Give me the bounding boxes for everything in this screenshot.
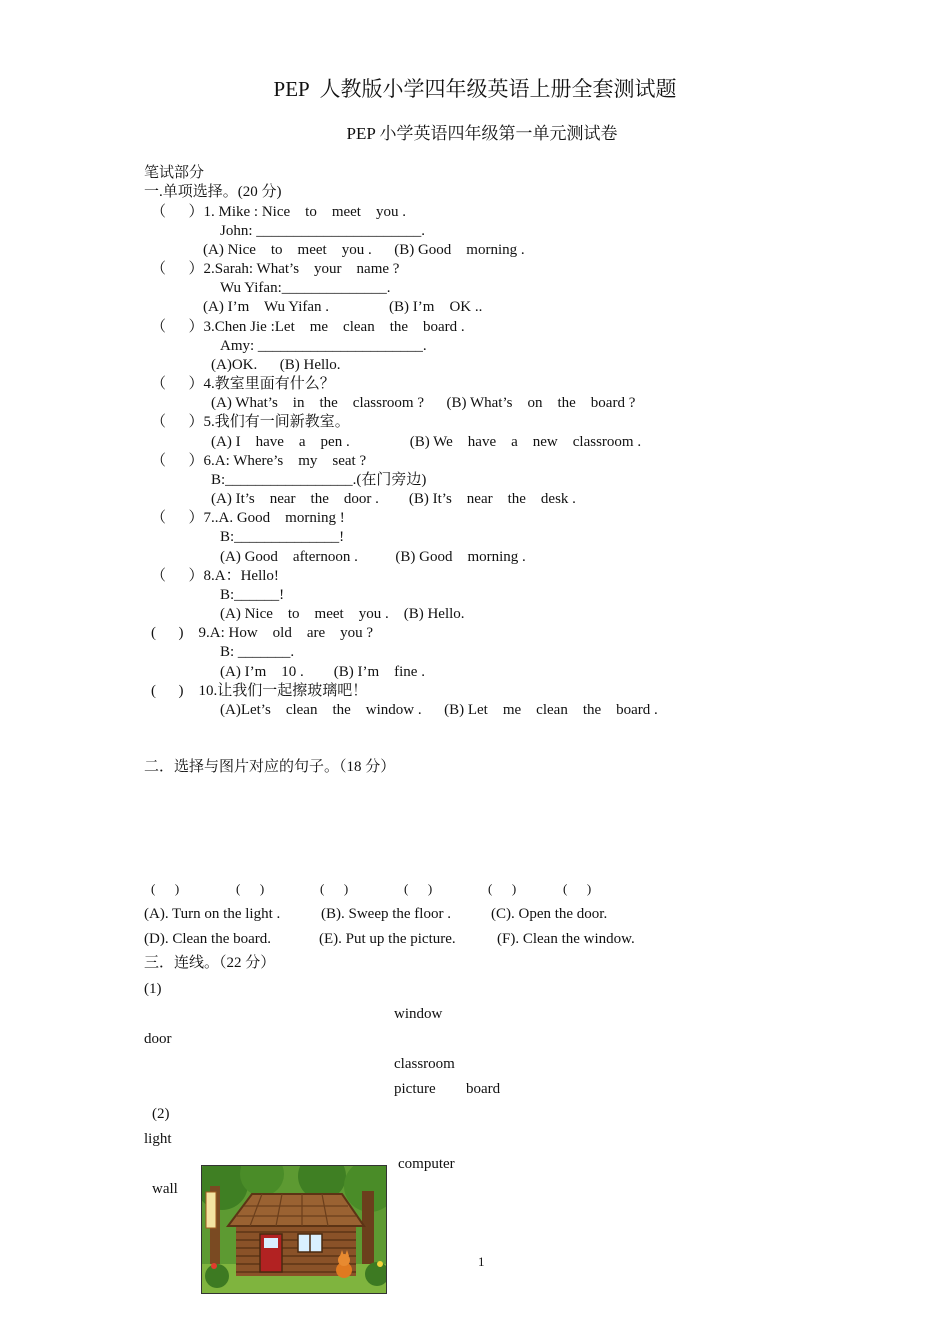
match-word-light: light [144,1131,172,1147]
question-3-options: (A)OK. (B) Hello. [211,357,341,373]
picture-answer-blank-2: ( ) [236,881,265,896]
question-8: （ ）8.A：Hello! [151,568,279,584]
question-7-answer-line: B:______________! [220,529,345,545]
question-5: （ ）5.我们有一间新教室。 [151,414,350,430]
match-word-wall: wall [152,1181,178,1197]
sentence-option-e: (E). Put up the picture. [319,931,456,947]
page-title: PEP 人教版小学四年级英语上册全套测试题 [273,77,677,101]
match-word-window: window [394,1006,443,1022]
picture-answer-blank-3: ( ) [320,881,349,896]
match-word-classroom: classroom [394,1056,455,1072]
match-group-1-label: (1) [144,981,162,997]
question-3: （ ）3.Chen Jie :Let me clean the board . [151,319,465,335]
match-word-door: door [144,1031,172,1047]
match-group-2-label: (2) [152,1106,170,1122]
question-4-options: (A) What’s in the classroom ? (B) What’s on the board ? [211,395,636,411]
picture-answer-blank-4: ( ) [404,881,433,896]
question-6-options: (A) It’s near the door . (B) It’s near the desk . [211,491,576,507]
part1-heading: 一.单项选择。(20 分) [144,184,282,200]
question-6-answer-line: B:_________________.(在门旁边) [211,472,427,488]
cabin-illustration [201,1165,387,1294]
question-4: （ ）4.教室里面有什么？ [151,376,335,392]
question-2-options: (A) I’m Wu Yifan . (B) I’m OK .. [203,299,483,315]
question-1-options: (A) Nice to meet you . (B) Good morning . [203,242,525,258]
picture-answer-blank-5: ( ) [488,881,517,896]
question-3-answer-line: Amy: ______________________. [220,338,427,354]
question-1: （ ）1. Mike : Nice to meet you . [151,204,406,220]
question-9-answer-line: B: _______. [220,644,295,660]
question-2-answer-line: Wu Yifan:______________. [220,280,391,296]
page-subtitle: PEP 小学英语四年级第一单元测试卷 [346,124,618,143]
question-9-options: (A) I’m 10 . (B) I’m fine . [220,664,425,680]
sentence-option-c: (C). Open the door. [491,906,608,922]
part3-heading: 三．连线。（22 分） [144,955,276,971]
question-7: （ ）7..A. Good morning ! [151,510,345,526]
sentence-option-d: (D). Clean the board. [144,931,272,947]
sentence-option-f: (F). Clean the window. [497,931,635,947]
question-1-answer-line: John: ______________________. [220,223,426,239]
question-8-answer-line: B:______! [220,587,285,603]
sentence-option-b: (B). Sweep the floor . [321,906,451,922]
section-written-label: 笔试部分 [144,165,205,181]
page-number: 1 [478,1254,485,1269]
question-5-options: (A) I have a pen . (B) We have a new classroom . [211,434,642,450]
picture-answer-blank-1: ( ) [151,881,180,896]
question-8-options: (A) Nice to meet you . (B) Hello. [220,606,465,622]
match-word-picture: picture [394,1081,436,1097]
match-word-board: board [466,1081,501,1097]
match-word-computer: computer [398,1156,455,1172]
sentence-option-a: (A). Turn on the light . [144,906,281,922]
question-9: ( ) 9.A: How old are you ? [151,625,374,641]
question-2: （ ）2.Sarah: What’s your name ? [151,261,400,277]
question-6: （ ）6.A: Where’s my seat ? [151,453,367,469]
part2-heading: 二．选择与图片对应的句子。（18 分） [144,759,396,775]
picture-answer-blank-6: ( ) [563,881,592,896]
question-10-options: (A)Let’s clean the window . (B) Let me clean the board . [220,702,658,718]
question-7-options: (A) Good afternoon . (B) Good morning . [220,549,526,565]
question-10: ( ) 10.让我们一起擦玻璃吧！ [151,683,368,699]
